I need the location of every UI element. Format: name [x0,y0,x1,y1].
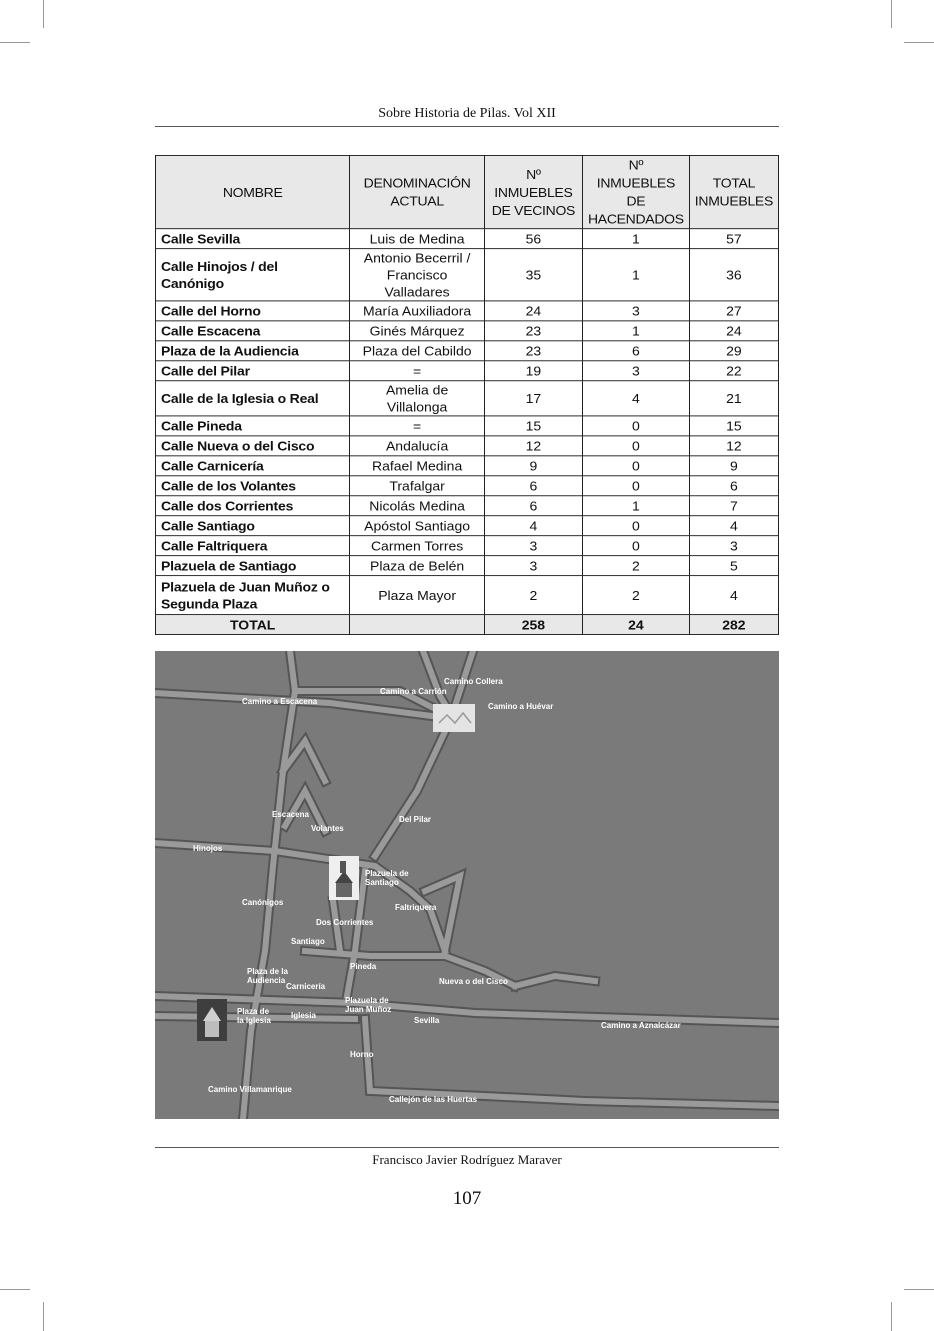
map-label: Escacena [272,810,309,819]
chapel-icon [197,999,227,1041]
total-count: 3 [689,536,778,556]
crop-mark [0,1289,30,1290]
total-count: 12 [689,436,778,456]
street-name: Calle dos Corrientes [156,496,350,516]
map-label: Canónigos [242,898,284,907]
total-row [156,615,779,635]
map-label: Camino a Aznalcázar [601,1021,681,1030]
total-count: 36 [689,249,778,301]
street-name: Calle Hinojos / del Canónigo [156,249,350,301]
author-name: Francisco Javier Rodríguez Maraver [372,1152,562,1167]
total-count: 27 [689,301,778,321]
table-row [156,381,779,416]
hacendados-count: 0 [582,516,689,536]
table-row [156,229,779,249]
street-name: Calle Carnicería [156,456,350,476]
map-label: Dos Corrientes [316,918,374,927]
street-name: Calle del Horno [156,301,350,321]
total-count: 7 [689,496,778,516]
table-row [156,301,779,321]
map-streets [155,651,779,1119]
column-header: NOMBRE [156,155,350,228]
total-count: 29 [689,341,778,361]
total-hacendados: 24 [582,615,689,635]
total-count: 15 [689,416,778,436]
table-row [156,249,779,301]
map-label: Del Pilar [399,815,432,824]
crop-mark [43,1302,44,1331]
vecinos-count: 6 [484,476,582,496]
map-label: Volantes [311,824,344,833]
map-label: Callejón de las Huertas [389,1095,478,1104]
buildings-table [155,155,779,635]
street-name: Calle de la Iglesia o Real [156,381,350,416]
column-header: Nº INMUEBLES DE HACENDADOS [582,155,689,228]
map-label: Plazuela de Juan Muñoz [345,996,392,1014]
total-count: 9 [689,456,778,476]
current-name: Trafalgar [350,476,484,496]
street-name: Plaza de la Audiencia [156,341,350,361]
hacendados-count: 0 [582,436,689,456]
current-name: Antonio Becerril / Francisco Valladares [350,249,484,301]
vecinos-count: 2 [484,576,582,615]
total-count: 4 [689,516,778,536]
table-row [156,321,779,341]
current-name: Plaza del Cabildo [350,341,484,361]
hacendados-count: 6 [582,341,689,361]
hacendados-count: 4 [582,381,689,416]
column-header: TOTAL INMUEBLES [689,155,778,228]
hacendados-count: 1 [582,229,689,249]
current-name: Plaza de Belén [350,556,484,576]
street-name: Calle de los Volantes [156,476,350,496]
table-row [156,341,779,361]
map-label: Plaza de la Audiencia [247,967,288,985]
map-label: Camino Collera [444,677,503,686]
total-actual [350,615,484,635]
map-label: Plaza de la Iglesia [237,1007,271,1025]
vecinos-count: 56 [484,229,582,249]
hacendados-count: 1 [582,496,689,516]
table-row [156,361,779,381]
column-header: DENOMINACIÓN ACTUAL [350,155,484,228]
vecinos-count: 23 [484,321,582,341]
street-name: Calle Escacena [156,321,350,341]
total-count: 21 [689,381,778,416]
crop-mark [0,42,30,43]
total-count: 6 [689,476,778,496]
map-label: Plazuela de Santiago [365,869,409,887]
current-name: Ginés Márquez [350,321,484,341]
hacendados-count: 3 [582,301,689,321]
street-name: Plazuela de Santiago [156,556,350,576]
vecinos-count: 17 [484,381,582,416]
current-name: Rafael Medina [350,456,484,476]
street-name: Calle Sevilla [156,229,350,249]
street-name: Calle Pineda [156,416,350,436]
map-label: Camino Villamanrique [208,1085,292,1094]
running-head: Sobre Historia de Pilas. Vol XII [378,106,556,121]
column-header: Nº INMUEBLES DE VECINOS [484,155,582,228]
table-row [156,456,779,476]
crop-mark [891,1302,892,1331]
current-name: Apóstol Santiago [350,516,484,536]
table-header-row [156,155,779,228]
hacendados-count: 1 [582,321,689,341]
current-name: = [350,361,484,381]
street-name: Calle Faltriquera [156,536,350,556]
hacendados-count: 2 [582,556,689,576]
street-name: Calle Nueva o del Cisco [156,436,350,456]
table-row [156,496,779,516]
total-count: 4 [689,576,778,615]
vecinos-count: 3 [484,556,582,576]
vecinos-count: 9 [484,456,582,476]
map-label: Horno [350,1050,374,1059]
total-count: 57 [689,229,778,249]
total-vecinos: 258 [484,615,582,635]
map-label: Camino a Huévar [488,702,554,711]
current-name: Andalucía [350,436,484,456]
vecinos-count: 19 [484,361,582,381]
current-name: Plaza Mayor [350,576,484,615]
table-row [156,416,779,436]
header-rule [155,126,779,127]
vecinos-count: 15 [484,416,582,436]
map-label: Sevilla [414,1016,440,1025]
map-label: Hinojos [193,844,223,853]
map-label: Carnicería [286,982,326,991]
hacendados-count: 0 [582,416,689,436]
street-name: Plazuela de Juan Muñoz o Segunda Plaza [156,576,350,615]
total-count: 5 [689,556,778,576]
page-number: 107 [452,1188,482,1209]
street-name: Calle Santiago [156,516,350,536]
map-label: Nueva o del Cisco [439,977,508,986]
vecinos-count: 35 [484,249,582,301]
crop-mark [43,0,44,28]
table-row [156,576,779,615]
vecinos-count: 23 [484,341,582,361]
hacendados-count: 1 [582,249,689,301]
map-label: Pineda [350,962,377,971]
vecinos-count: 12 [484,436,582,456]
total-count: 24 [689,321,778,341]
hacendados-count: 3 [582,361,689,381]
vecinos-count: 3 [484,536,582,556]
map-label: Faltriquera [395,903,437,912]
hacendados-count: 0 [582,536,689,556]
crop-mark [904,42,934,43]
table-row [156,476,779,496]
map-label: Camino a Escacena [242,697,318,706]
hacendados-count: 2 [582,576,689,615]
vecinos-count: 24 [484,301,582,321]
street-name: Calle del Pilar [156,361,350,381]
table-row [156,536,779,556]
crop-mark [904,1289,934,1290]
church-icon [329,856,359,900]
crop-mark [891,0,892,28]
total-label: TOTAL [156,615,350,635]
vecinos-count: 6 [484,496,582,516]
total-count: 22 [689,361,778,381]
map-label: Santiago [291,937,325,946]
table-row [156,516,779,536]
current-name: Amelia de Villalonga [350,381,484,416]
cemetery-icon [433,704,475,732]
vecinos-count: 4 [484,516,582,536]
current-name: Luis de Medina [350,229,484,249]
map-label: Iglesia [291,1011,316,1020]
table-row [156,556,779,576]
current-name: = [350,416,484,436]
current-name: María Auxiliadora [350,301,484,321]
table-row [156,436,779,456]
current-name: Nicolás Medina [350,496,484,516]
total-inmuebles: 282 [689,615,778,635]
street-map [155,651,779,1119]
current-name: Carmen Torres [350,536,484,556]
hacendados-count: 0 [582,476,689,496]
footer-rule [155,1147,779,1148]
map-label: Camino a Carrión [380,687,447,696]
hacendados-count: 0 [582,456,689,476]
